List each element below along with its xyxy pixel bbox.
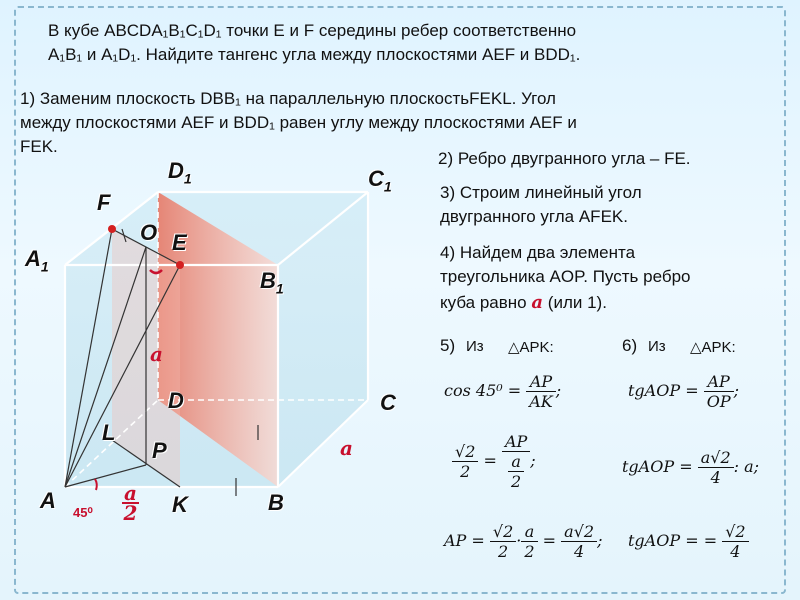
point-f — [108, 225, 116, 233]
label-b: B — [268, 490, 284, 515]
label-d1: $D_1$ — [168, 158, 192, 187]
section-6-number: 6) — [622, 336, 638, 355]
step2: 2) Ребро двугранного угла – FE. — [438, 149, 691, 168]
formula-6a: tgAOP = $\frac{AP}{OP}$ ; — [628, 372, 739, 411]
label-e: E — [172, 230, 187, 255]
label-op-a: a — [150, 342, 163, 366]
step3-line-2: двугранного угла AFEK. — [440, 207, 628, 226]
section-6-from: Из — [648, 338, 666, 355]
formula-5c: AP = $\frac{√2}{2}$ · $\frac{a}{2}$ = $\frac{a√2}{4}$ ; — [444, 522, 603, 561]
label-b1: $B_1$ — [260, 268, 284, 297]
step3-line-1: 3) Строим линейный угол — [440, 183, 642, 202]
label-f: F — [97, 190, 111, 215]
step1-line-3: FEK. — [20, 137, 58, 156]
label-k: K — [172, 492, 188, 517]
label-p: P — [152, 438, 167, 463]
point-e — [176, 261, 184, 269]
section-5-number: 5) — [440, 336, 456, 355]
label-edge-a: a — [340, 436, 353, 460]
problem-line-1: В кубе ABCDA₁B₁C₁D₁ точки E и F середины ребер соответственно — [48, 21, 577, 40]
section-5-triangle: △APK: — [508, 339, 554, 356]
step4-line-3: куба равно a (или 1). — [440, 292, 607, 313]
problem-line-2: A₁B₁ и A₁D₁. Найдите тангенс угла между плоскостями AEF и BDD₁. — [48, 45, 581, 64]
label-l: L — [102, 420, 116, 445]
section-5-from: Из — [466, 338, 484, 355]
label-d: D — [168, 388, 184, 413]
step4-line-2: треугольника AOP. Пусть ребро — [440, 267, 691, 286]
step4-line-1: 4) Найдем два элемента — [440, 243, 636, 262]
label-half-a: a 2 — [123, 481, 138, 525]
label-a: A — [40, 488, 56, 513]
formula-5b: $\frac{√2}{2}$ = $\frac{AP}{\frac{a}{2}}$ ; — [452, 432, 536, 491]
variable-a: a — [531, 292, 544, 313]
label-angle-45: 45⁰ — [73, 505, 93, 520]
formula-6c: tgAOP = = $\frac{√2}{4}$ — [628, 522, 749, 561]
label-c: C — [380, 390, 396, 415]
formula-5a: cos 45⁰ = $\frac{AP}{AK}$ ; — [444, 372, 562, 411]
label-o: O — [140, 220, 158, 245]
label-c1: $C_1$ — [368, 166, 392, 195]
formula-6b: tgAOP = $\frac{a√2}{4}$ : a; — [622, 448, 760, 487]
step1-line-2: между плоскостями AEF и BDD₁ равен углу между плоскостями AEF и — [20, 113, 577, 132]
section-6-triangle: △APK: — [690, 339, 736, 356]
label-a1: $A_1$ — [25, 246, 49, 275]
step1-line-1: 1) Заменим плоскость DBB₁ на параллельную плоскостьFEKL. Угол — [20, 89, 556, 108]
